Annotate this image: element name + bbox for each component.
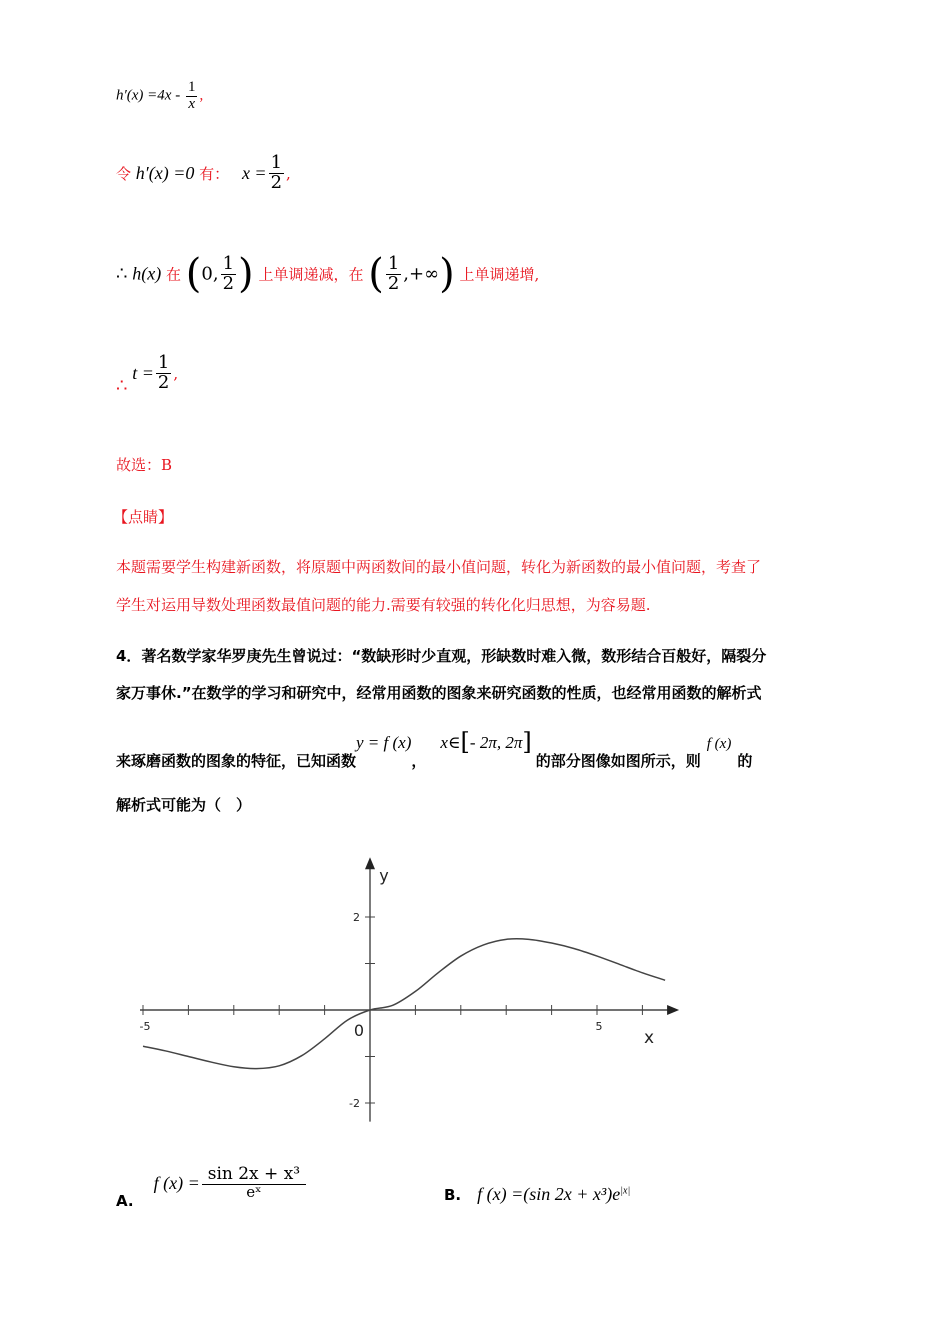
option-a[interactable] <box>116 1166 308 1210</box>
option-b-expr: f (x) =(sin 2x + x³)e <box>477 1184 621 1204</box>
x-axis-arrow <box>667 1005 679 1015</box>
domain-x: x∈ <box>440 733 461 752</box>
line-tail: , <box>173 364 179 383</box>
option-a-lhs: f (x) = <box>153 1172 200 1193</box>
question-line-2: 家万事休.”在数学的学习和研究中，经常用函数的图象来研究函数的性质，也经常用函数的解析式 <box>116 684 762 702</box>
interval-decreasing: (0, $\frac{1}{2}$ ) <box>185 251 254 297</box>
tip-heading: 【点睛】 <box>113 508 174 526</box>
t-equals: t = <box>132 362 154 383</box>
question-text-3b: 的部分图像如图所示，则 <box>535 752 701 770</box>
domain-interval: - 2π, 2π <box>469 733 523 752</box>
option-a-label: A. <box>116 1191 134 1210</box>
question-text-3c: 的 <box>737 752 753 770</box>
fraction-numerator: 1 <box>222 252 235 274</box>
h-of-x: h(x) <box>132 263 162 284</box>
question-text-3a: 来琢磨函数的图象的特征，已知函数 <box>116 752 357 770</box>
question-line-3: 来琢磨函数的图象的特征，已知函数y = f (x)，x∈[- 2π, 2π]的部分图像如图所示，则f (x)的 <box>116 728 753 770</box>
therefore-symbol: ∴ <box>116 375 128 397</box>
interval-start: 0, <box>201 263 219 285</box>
y-axis-label: y <box>379 866 389 885</box>
line-tail: , <box>199 87 204 104</box>
x-tick-label: -5 <box>139 1020 151 1033</box>
fraction-denominator: 2 <box>270 171 283 193</box>
fraction-denominator: 2 <box>387 272 400 294</box>
tip-paragraph-2: 学生对运用导数处理函数最值问题的能力.需要有较强的转化化归思想，为容易题. <box>116 596 651 614</box>
option-a-numerator: sin 2x + x³ <box>202 1166 306 1185</box>
f-of-x: f (x) <box>706 736 732 752</box>
x-axis-label: x <box>643 1028 655 1048</box>
graph-layer <box>140 857 680 1121</box>
option-a-denominator: eˣ <box>246 1182 262 1201</box>
y-axis-arrow <box>365 857 375 869</box>
interval-increasing: ( $\frac{1}{2}$ ,+∞) <box>368 251 455 297</box>
ling-prefix: 令 <box>116 164 132 183</box>
line-tail: , <box>286 164 291 183</box>
you-text: 有： <box>199 164 230 183</box>
fraction-numerator: 1 <box>270 152 283 173</box>
x-tick-label: 5 <box>595 1020 603 1033</box>
option-a-fraction <box>202 1166 306 1201</box>
increasing-text: 上单调递增, <box>459 265 540 284</box>
option-b-label: B. <box>444 1186 462 1204</box>
tip-paragraph-1: 本题需要学生构建新函数，将原题中两函数间的最小值问题，转化为新函数的最小值问题，考查了 <box>116 558 762 576</box>
fraction-denominator: x <box>188 95 196 112</box>
function-notation: y = f (x) <box>356 733 412 752</box>
fraction-numerator: 1 <box>157 352 170 373</box>
origin-label: 0 <box>353 1021 365 1040</box>
question-line-4: 解析式可能为（ ） <box>116 796 252 814</box>
fraction-denominator: 2 <box>222 272 235 294</box>
question-number: 4． <box>116 647 142 665</box>
fraction-numerator: 1 <box>387 252 400 274</box>
question-text-1: 著名数学家华罗庚先生曾说过：“数缺形时少直观，形缺数时难入微，数形结合百般好，隔裂分 <box>141 647 767 665</box>
y-tick-label: 2 <box>353 911 360 924</box>
option-b-exponent: |x| <box>620 1185 631 1197</box>
option-b[interactable] <box>444 1184 630 1205</box>
function-curve <box>143 939 665 1069</box>
y-tick-label: -2 <box>349 1097 360 1110</box>
derivative-lhs: h′(x) =4x - <box>116 87 184 104</box>
interval-end: ,+∞ <box>403 263 440 285</box>
decreasing-text: 上单调递减，在 <box>258 265 364 284</box>
x-equals: x = <box>241 162 267 183</box>
zai-text-1: 在 <box>166 265 182 284</box>
derivative-zero-expr: h′(x) =0 <box>135 162 195 183</box>
comma: ， <box>411 752 427 770</box>
fraction-numerator: 1 <box>187 79 196 95</box>
therefore-symbol: ∴ <box>116 263 128 285</box>
answer-line: 故选：B <box>116 456 173 474</box>
fraction-denominator: 2 <box>157 371 170 393</box>
